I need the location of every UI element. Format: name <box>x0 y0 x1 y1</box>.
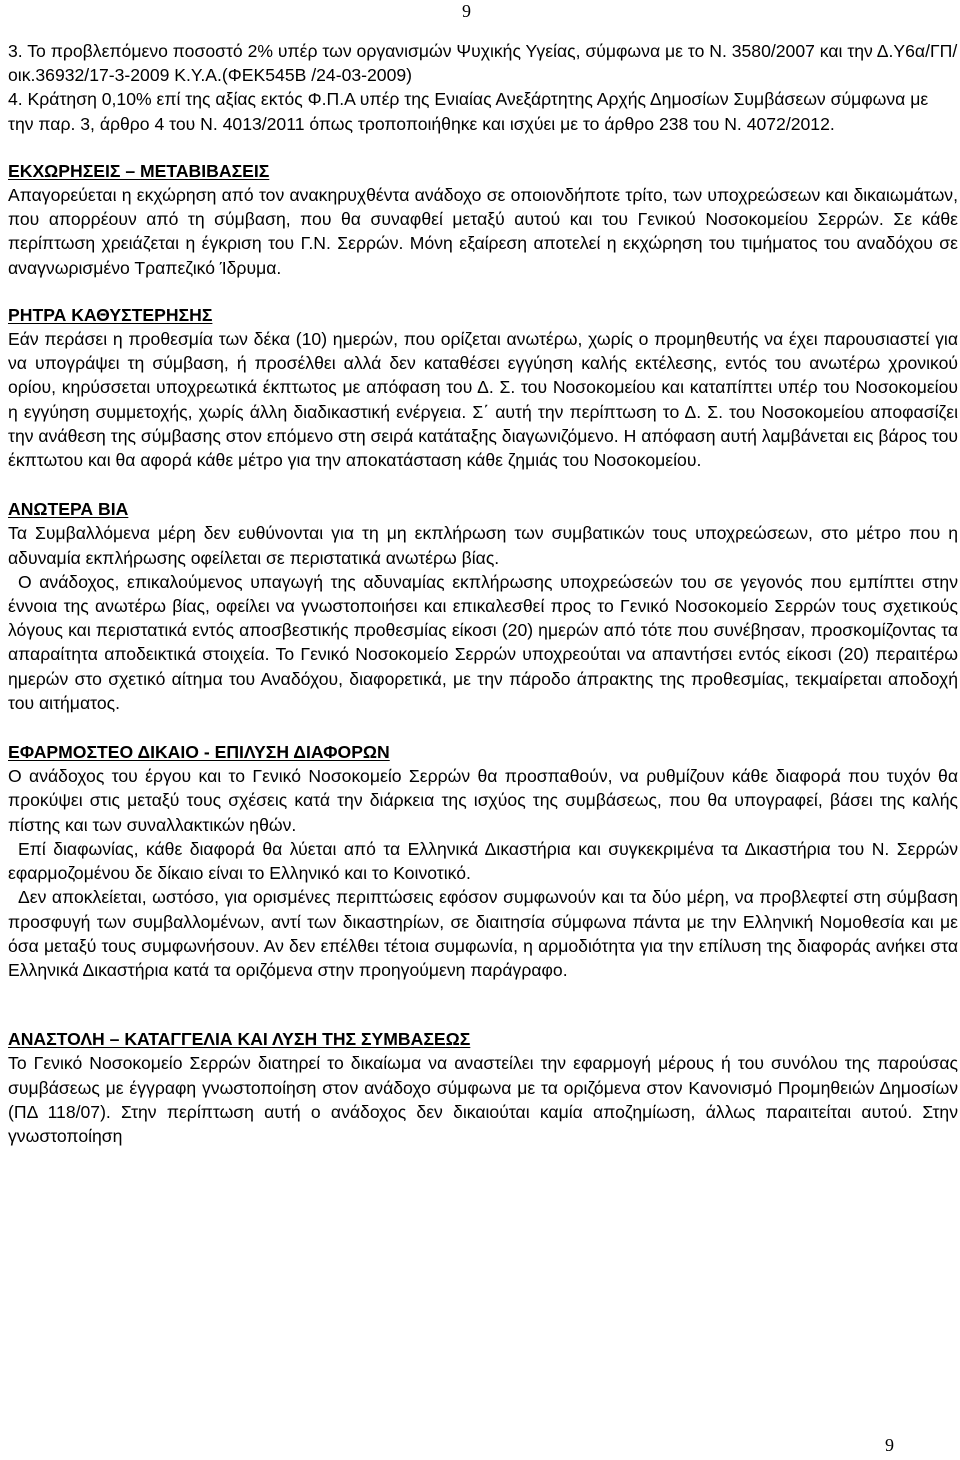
list-item: 3. Το προβλεπόμενο ποσοστό 2% υπέρ των οργανισμών Ψυχικής Υγείας, σύμφωνα με το Ν. 3580/2007 και την Δ.Υ6α/ΓΠ/οικ.36932/17-3-2009 Κ.Υ.Α.(ΦΕΚ545Β /24-03-2009) <box>8 41 958 86</box>
paragraph: Ο ανάδοχος του έργου και το Γενικό Νοσοκομείο Σερρών θα προσπαθούν, να ρυθμίζουν κάθε διαφορά που τυχόν θα προκύψει στις μεταξύ τους σχέσεις κατά την διάρκεια της ισχύος της συμβάσεως, που θα υπογραφεί, βάσει της καλής πίστης και των συναλλακτικών ηθών. <box>8 766 958 835</box>
list-item: 4. Κράτηση 0,10% επί της αξίας εκτός Φ.Π.Α υπέρ της Ενιαίας Ανεξάρτητης Αρχής Δημοσίων Συμβάσεων σύμφωνα με την παρ. 3, άρθρο 4 του Ν. 4013/2011 όπως τροποποιήθηκε και ισχύει με το άρθρο 238 του Ν. 4072/2012. <box>8 89 929 134</box>
document-body <box>8 39 958 1148</box>
paragraph: Τα Συμβαλλόμενα μέρη δεν ευθύνονται για τη μη εκπλήρωση των συμβατικών τους υποχρεώσεων, στο μέτρο που η αδυναμία εκπλήρωσης οφείλεται σε περιστατικά ανωτέρω βίας. <box>8 523 958 568</box>
page-number-bottom: 9 <box>885 1435 894 1455</box>
page-number-top: 9 <box>462 1 471 21</box>
paragraph: Απαγορεύεται η εκχώρηση από τον ανακηρυχθέντα ανάδοχο σε οποιονδήποτε τρίτο, των υποχρεώσεων και δικαιωμάτων, που απορρέουν από τη σύμβαση, που θα συναφθεί μεταξύ αυτού και του Γενικού Νοσοκομείου Σερρών. Σε κάθε περίπτωση χρειάζεται η έγκριση του Γ.Ν. Σερρών. Μόνη εξαίρεση αποτελεί η εκχώρηση του τιμήματος του αναδόχου σε αναγνωρισμένο Τραπεζικό Ίδρυμα. <box>8 185 958 278</box>
paragraph: Δεν αποκλείεται, ωστόσο, για ορισμένες περιπτώσεις εφόσον συμφωνούν και τα δύο μέρη, να προβλεφτεί στη σύμβαση προσφυγή των συμβαλλομένων, αντί των δικαστηρίων, σε διαιτησία σύμφωνα πάντα με την Ελληνική Νομοθεσία και με όσα μεταξύ τους συμφωνήσουν. Αν δεν επέλθει τέτοια συμφωνία, η αρμοδιότητα για την επίλυση της διαφοράς ανήκει στα Ελληνικά Δικαστήρια κατά τα οριζόμενα στην προηγούμενη παράγραφο. <box>8 887 958 980</box>
paragraph: Το Γενικό Νοσοκομείο Σερρών διατηρεί το δικαίωμα να αναστείλει την εφαρμογή μέρους ή του συνόλου της παρούσας συμβάσεως με έγγραφη γνωστοποίηση στον ανάδοχο σύμφωνα με τα οριζόμενα στον Κανονισμό Προμηθειών Δημοσίων (ΠΔ 118/07). Στην περίπτωση αυτή ο ανάδοχος δεν δικαιούται καμία αποζημίωση, άλλως παραιτείται αυτού. Στην γνωστοποίηση <box>8 1053 958 1146</box>
paragraph: Εάν περάσει η προθεσμία των δέκα (10) ημερών, που ορίζεται ανωτέρω, χωρίς ο προμηθευτής να έχει παρουσιαστεί για να υπογράψει τη σύμβαση, ή προσέλθει αλλά δεν καταθέσει εγγύηση καλής εκτέλεσης, εντός του ανωτέρω χρονικού ορίου, κηρύσσεται υποχρεωτικά έκπτωτος με απόφαση του Δ. Σ. του Νοσοκομείου και καταπίπτει υπέρ του Νοσοκομείου η εγγύηση συμμετοχής, χωρίς άλλη διαδικαστική ενέργεια. Σ΄ αυτή την περίπτωση το Δ. Σ. του Νοσοκομείου αποφασίζει την ανάθεση της σύμβασης στον επόμενο στη σειρά κατάταξης διαγωνιζόμενο. Η απόφαση αυτή λαμβάνεται εις βάρος του έκπτωτου και θα αφορά κάθε μέτρο για την αποκατάσταση κάθε ζημιάς του Νοσοκομείου. <box>8 329 958 471</box>
paragraph: Επί διαφωνίας, κάθε διαφορά θα λύεται από τα Ελληνικά Δικαστήρια και συγκεκριμένα τα Δικαστήρια του Ν. Σερρών εφαρμοζομένου δε δίκαιο είναι το Ελληνικό και το Κοινοτικό. <box>8 838 958 884</box>
paragraph: Ο ανάδοχος, επικαλούμενος υπαγωγή της αδυναμίας εκπλήρωσης υποχρεώσεών του σε γεγονός που εμπίπτει στην έννοια της ανωτέρω βίας, οφείλει να γνωστοποιήσει και επικαλεσθεί προς το Γενικό Νοσοκομείο Σερρών τους σχετικούς λόγους και περιστατικά εντός αποσβεστικής προθεσμίας είκοσι (20) ημερών από τότε που συνέβησαν, προσκομίζοντας τα απαραίτητα αποδεικτικά στοιχεία. Το Γενικό Νοσοκομείο Σερρών υποχρεούται να απαντήσει εντός είκοσι (20) περαιτέρω ημερών στο σχετικό αίτημα του Αναδόχου, διαφορετικά, με την πάροδο άπρακτης της προθεσμίας, τεκμαίρεται αποδοχή του αιτήματος. <box>8 571 958 713</box>
section-heading-force-majeure: ΑΝΩΤΕΡΑ ΒΙΑ <box>8 499 129 520</box>
section-heading-delay: ΡΗΤΡΑ ΚΑΘΥΣΤΕΡΗΣΗΣ <box>8 304 213 325</box>
section-heading-termination: ΑΝΑΣΤΟΛΗ – ΚΑΤΑΓΓΕΛΙΑ ΚΑΙ ΛΥΣΗ ΤΗΣ ΣΥΜΒΑΣΕΩΣ <box>8 1029 471 1050</box>
section-heading-law: ΕΦΑΡΜΟΣΤΕΟ ΔΙΚΑΙΟ - ΕΠΙΛΥΣΗ ΔΙΑΦΟΡΩΝ <box>8 742 390 763</box>
section-heading-assignment: ΕΚΧΩΡΗΣΕΙΣ – ΜΕΤΑΒΙΒΑΣΕΙΣ <box>8 160 270 181</box>
